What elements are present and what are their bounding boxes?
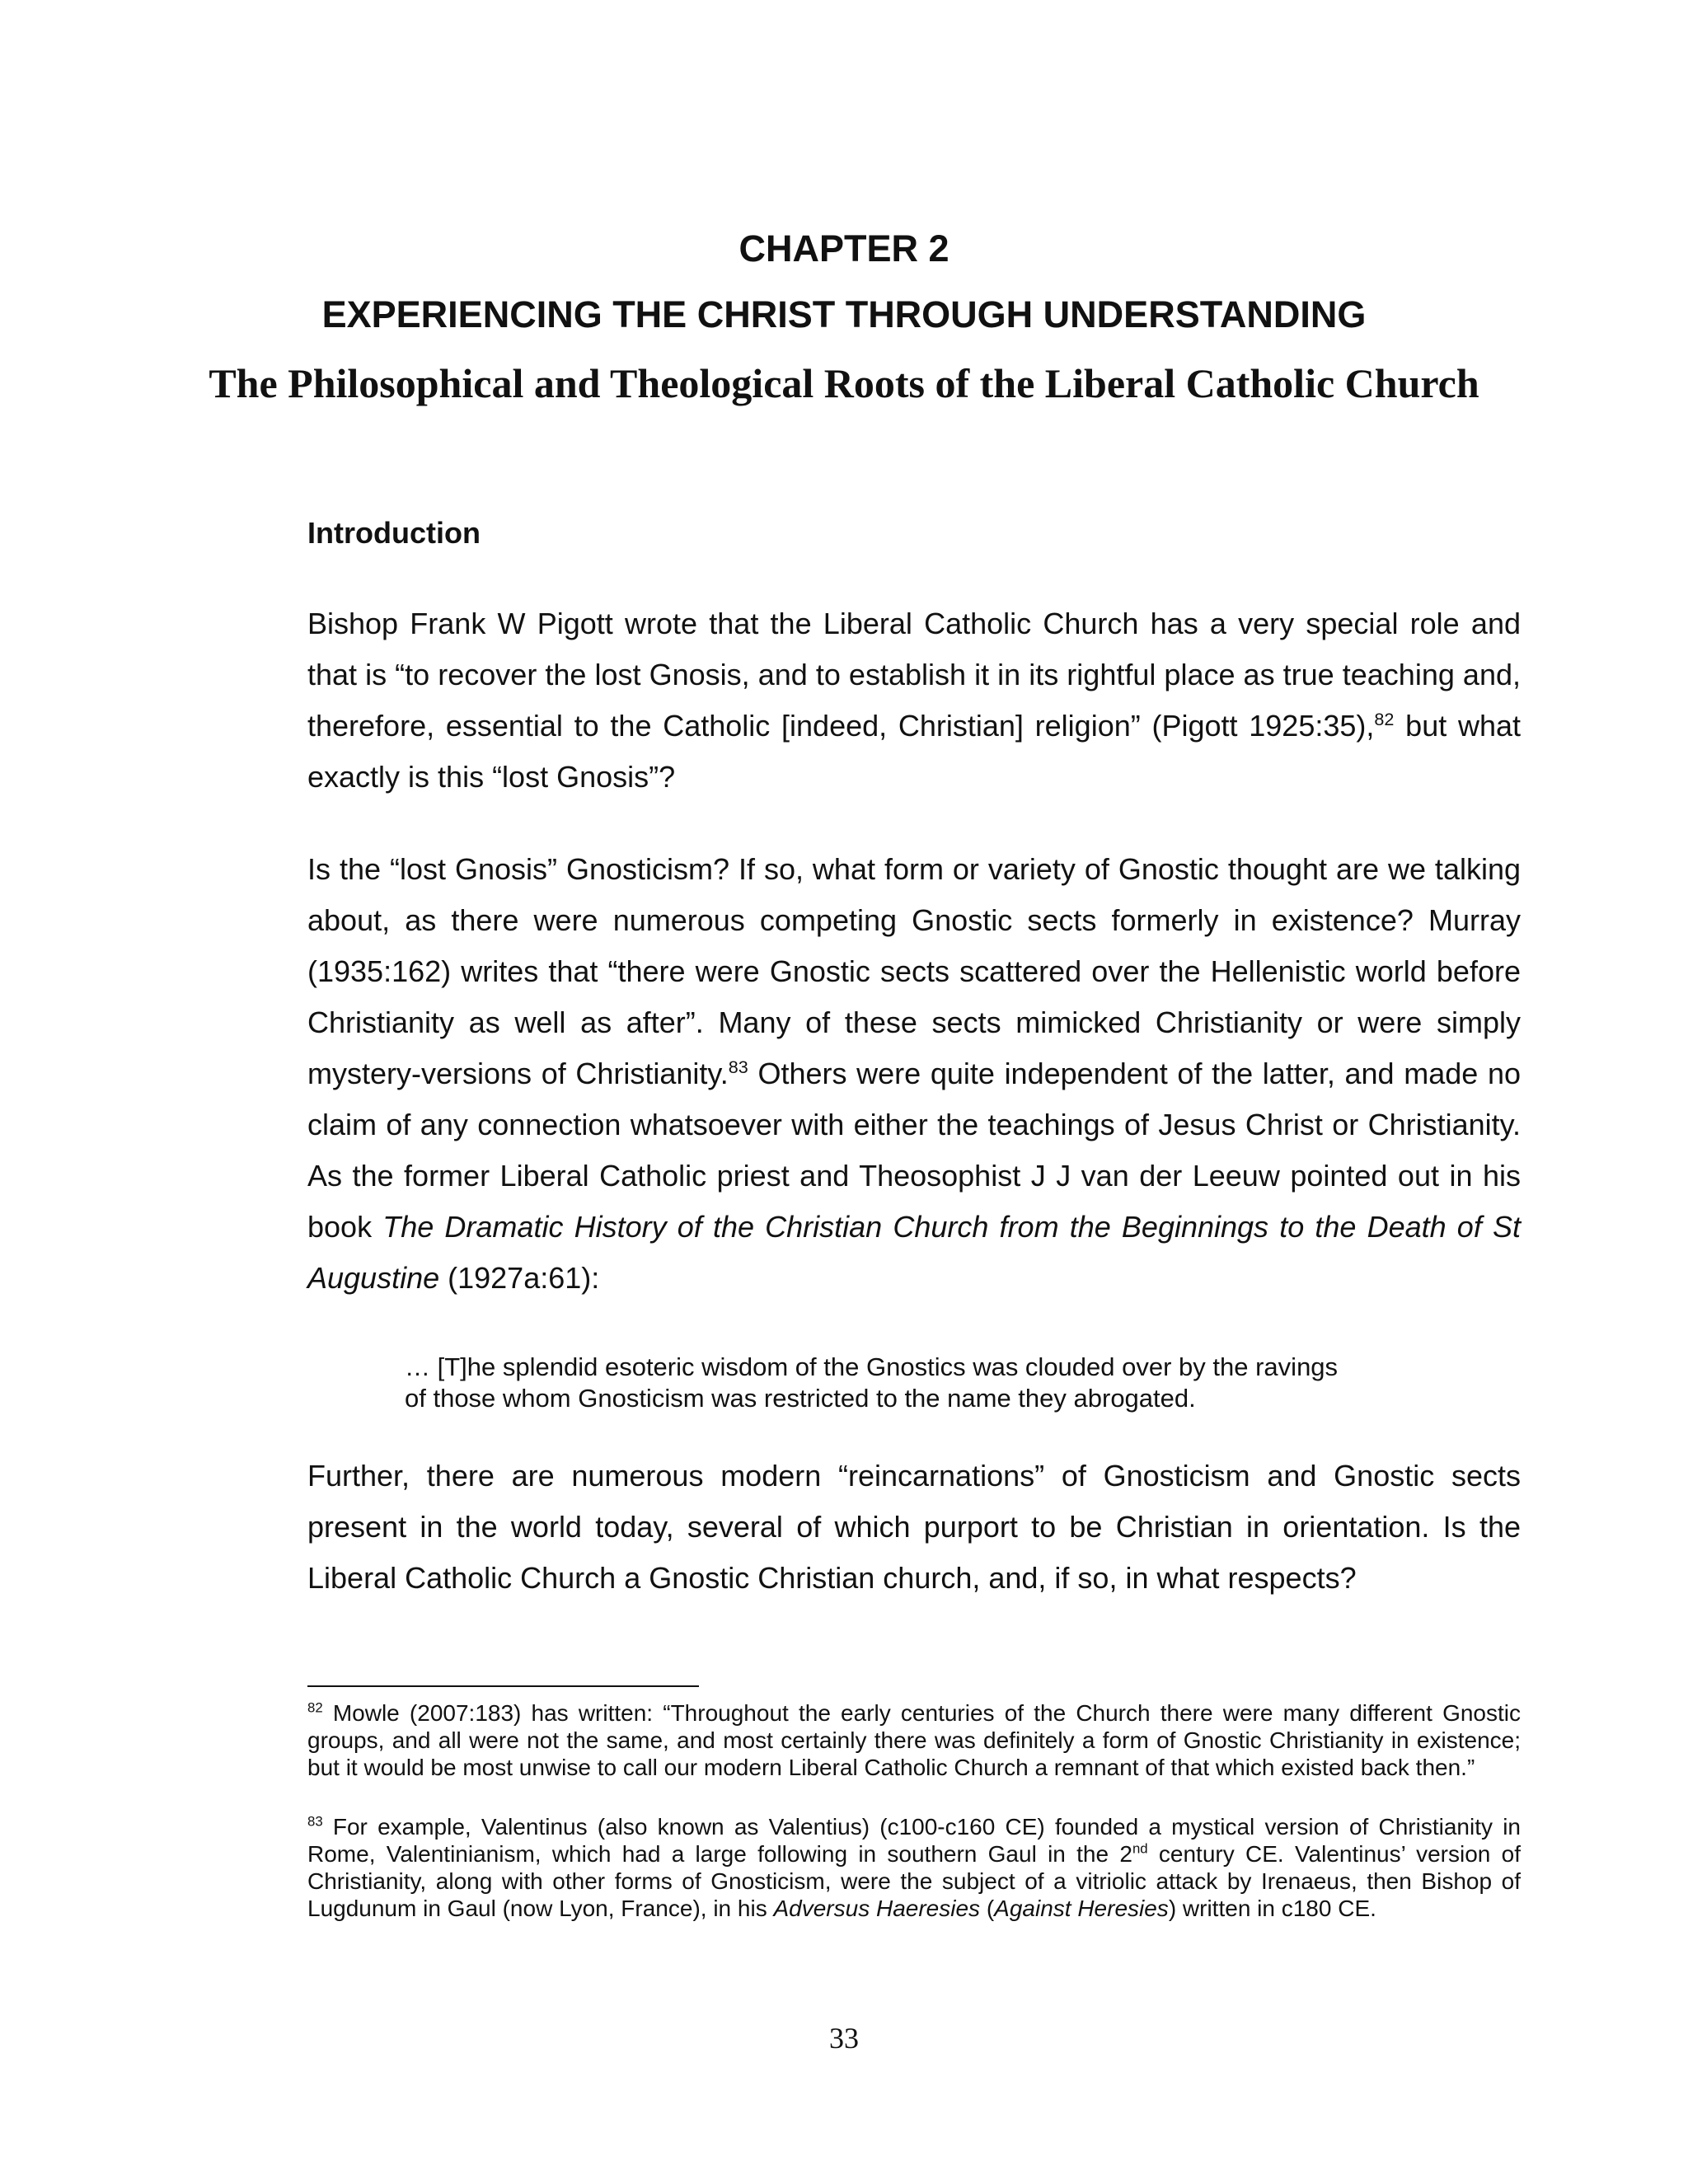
footnote-82-number: 82 [307, 1699, 323, 1716]
paragraph-1-text-b: but what exactly is this “lost Gnosis”? [307, 709, 1521, 794]
chapter-number: CHAPTER 2 [738, 227, 950, 269]
footnote-82-text: Mowle (2007:183) has written: “Throughout the early centuries of the Church there were many different Gnostic groups, and all were not the same, and most certainly there was definitely a form of Gnostic Christianity in existence; but it would be most unwise to call our modern Liberal Catholic Church a remnant of that which existed back then.” [307, 1700, 1521, 1780]
footnote-83 [307, 1813, 1521, 1922]
block-quote-line-2: of those whom Gnosticism was restricted to the name they abrogated. [405, 1384, 1196, 1413]
ordinal-suffix: nd [1132, 1840, 1148, 1857]
paragraph-1 [307, 598, 1521, 803]
block-quote-line-1: … [T]he splendid esoteric wisdom of the Gnostics was clouded over by the ravings [405, 1352, 1339, 1381]
paragraph-2 [307, 844, 1521, 1304]
chapter-subtitle: The Philosophical and Theological Roots of the Liberal Catholic Church [209, 360, 1479, 406]
footnote-divider [307, 1685, 699, 1687]
paragraph-2-text-c: (1927a:61): [439, 1261, 600, 1295]
latin-title: Adversus Haeresies [773, 1896, 981, 1921]
footnote-82 [307, 1699, 1521, 1781]
footnote-83-text-a: For example, Valentinus (also known as Valentius) (c100-c160 CE) founded a mystical version of Christianity in Rome, Valentinianism, which had a large following in southern Gaul in the 2 [307, 1814, 1521, 1867]
paragraph-1-text-a: Bishop Frank W Pigott wrote that the Liberal Catholic Church has a very special role and that is “to recover the lost Gnosis, and to establish it in its rightful place as true teaching and, therefore, essential to the Catholic [indeed, Christian] religion” (Pigott 1925:35), [307, 607, 1521, 743]
section-heading: Introduction [307, 516, 481, 550]
chapter-title: EXPERIENCING THE CHRIST THROUGH UNDERSTANDING [321, 293, 1367, 335]
paragraph-2-text-a: Is the “lost Gnosis” Gnosticism? If so, what form or variety of Gnostic thought are we talking about, as there were numerous competing Gnostic sects formerly in existence? Murray (1935:162) writes that “there were Gnostic sects scattered over the Hellenistic world before Christianity as well as after”. Many of these sects mimicked Christianity or were simply mystery-versions of Christianity. [307, 852, 1521, 1090]
paragraph-3: Further, there are numerous modern “reincarnations” of Gnosticism and Gnostic sects present in the world today, several of which purport to be Christian in orientation. Is the Liberal Catholic Church a Gnostic Christian church, and, if so, in what respects? [307, 1459, 1521, 1595]
footnote-83-text-d: ) written in c180 CE. [1168, 1896, 1376, 1921]
english-title: Against Heresies [994, 1896, 1169, 1921]
paragraph-2-text-b: Others were quite independent of the latter, and made no claim of any connection whatsoever with either the teachings of Jesus Christ or Christianity. As the former Liberal Catholic priest and Theosophist J J van der Leeuw pointed out in his book [307, 1057, 1521, 1244]
footnote-83-text-b: century CE. Valentinus’ version of Christianity, along with other forms of Gnosticism, were the subject of a vitriolic attack by Irenaeus, then Bishop of Lugdunum in Gaul (now Lyon, France), in his [307, 1841, 1521, 1921]
footnote-ref-82[interactable]: 82 [1374, 709, 1395, 729]
footnote-ref-83[interactable]: 83 [728, 1057, 748, 1077]
book-title: The Dramatic History of the Christian Church from the Beginnings to the Death of St Augustine [307, 1210, 1521, 1295]
footnote-83-number: 83 [307, 1813, 323, 1830]
footnote-83-text-c: ( [980, 1896, 995, 1921]
page-number: 33 [829, 2022, 859, 2055]
block-quote [405, 1352, 1435, 1414]
